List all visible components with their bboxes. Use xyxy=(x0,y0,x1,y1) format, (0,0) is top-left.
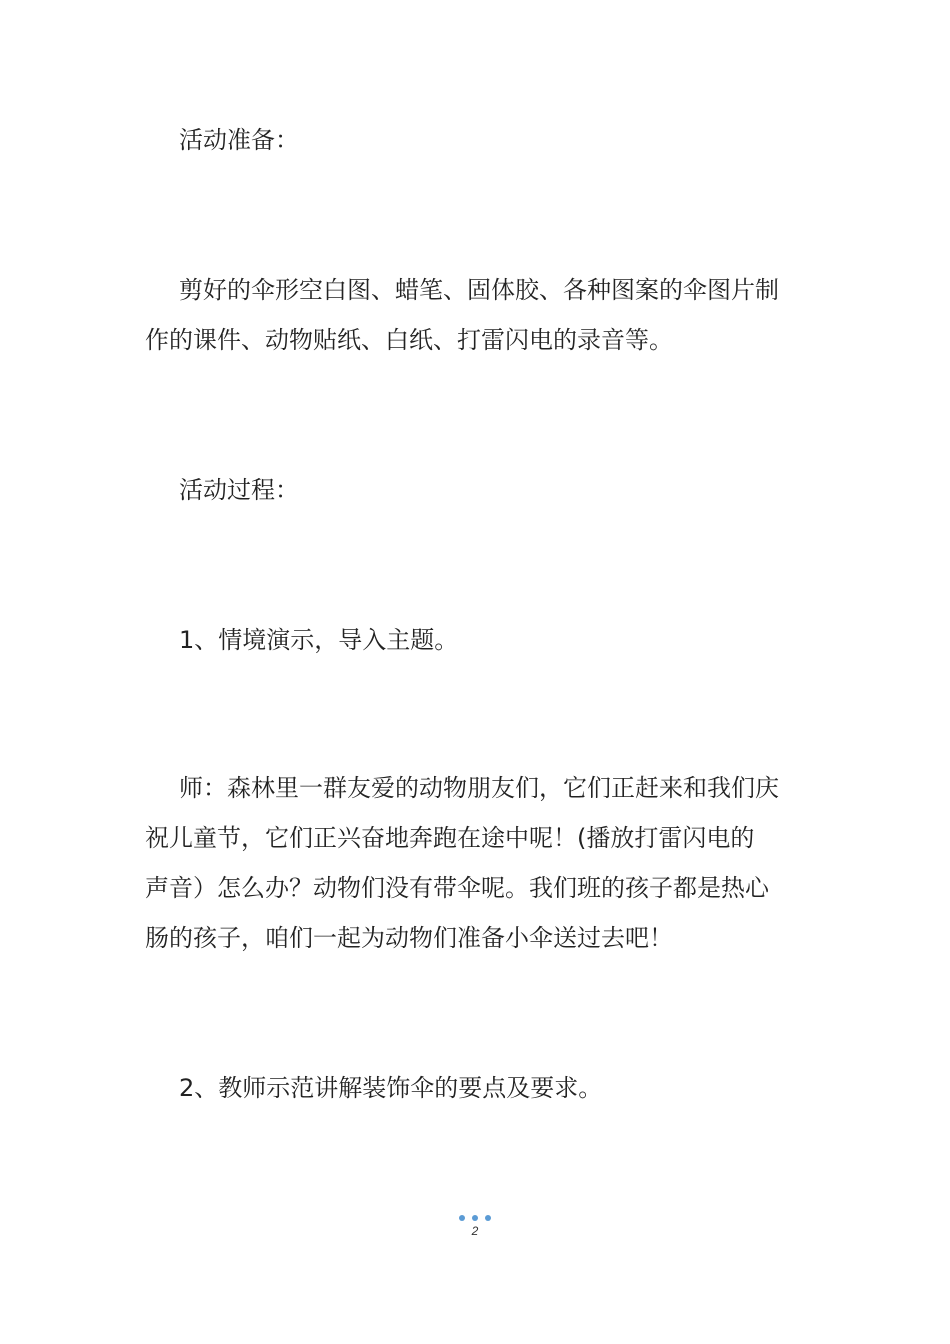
step-heading-1 xyxy=(145,615,810,665)
step-heading-2 xyxy=(145,1063,810,1113)
text-line: 活动过程： xyxy=(179,476,299,504)
footer-dot xyxy=(472,1215,478,1221)
text-line: 1、情境演示，导入主题。 xyxy=(179,626,459,654)
paragraph-teacher-dialogue xyxy=(145,763,810,963)
text-line: 师：森林里一群友爱的动物朋友们，它们正赶来和我们庆 xyxy=(179,774,779,802)
paragraph-materials xyxy=(145,265,810,365)
text-line: 祝儿童节，它们正兴奋地奔跑在途中呢！(播放打雷闪电的 xyxy=(145,824,755,852)
section-heading-preparation xyxy=(145,115,810,165)
footer-dots xyxy=(0,1214,950,1222)
footer-dot xyxy=(459,1215,465,1221)
page-number: 2 xyxy=(471,1224,479,1238)
text-line: 肠的孩子，咱们一起为动物们准备小伞送过去吧！ xyxy=(145,924,673,952)
section-heading-process xyxy=(145,465,810,515)
text-line: 剪好的伞形空白图、蜡笔、固体胶、各种图案的伞图片制 xyxy=(179,276,779,304)
footer-dot xyxy=(485,1215,491,1221)
page-footer xyxy=(0,1214,950,1238)
text-line: 活动准备： xyxy=(179,126,299,154)
text-line: 作的课件、动物贴纸、白纸、打雷闪电的录音等。 xyxy=(145,326,673,354)
text-line: 声音）怎么办？动物们没有带伞呢。我们班的孩子都是热心 xyxy=(145,874,769,902)
text-line: 2、教师示范讲解装饰伞的要点及要求。 xyxy=(179,1074,603,1102)
